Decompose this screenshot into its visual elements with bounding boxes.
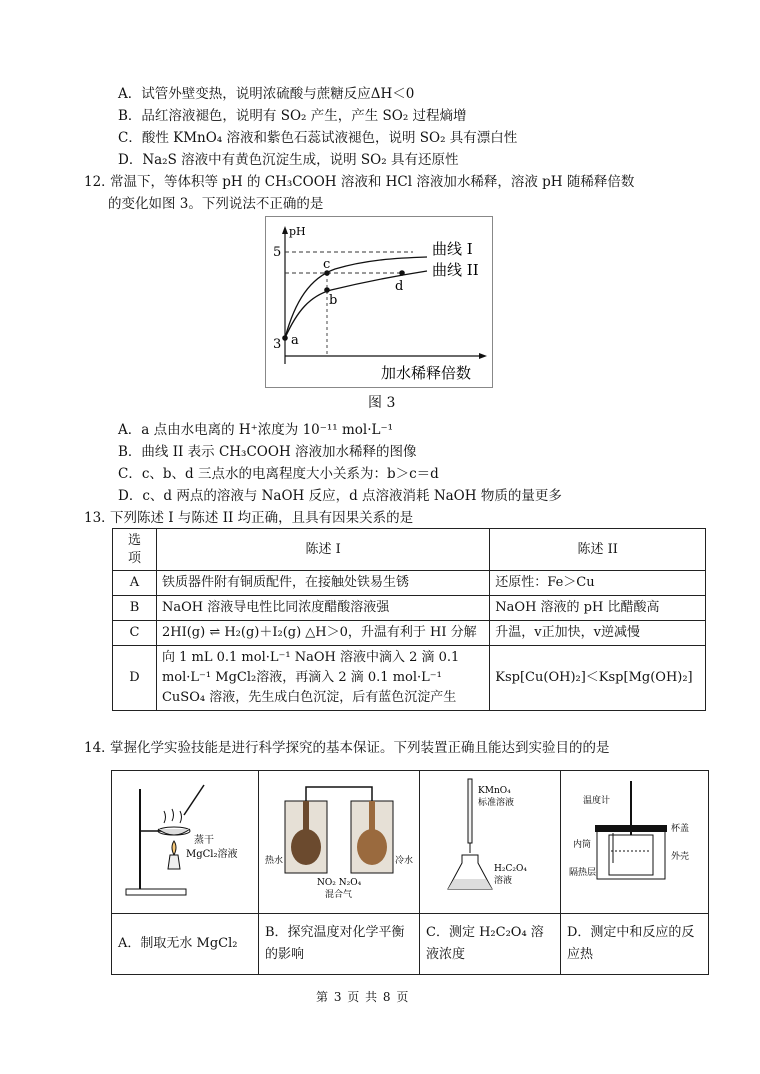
figure-3-chart <box>265 216 493 388</box>
point-a <box>282 335 288 341</box>
q12-stem-line2: 的变化如图 3。下列说法不正确的是 <box>108 196 324 212</box>
fig-d-label-inner: 内筒 <box>573 840 592 850</box>
q13-row-a <box>113 571 706 596</box>
row-b-option: B <box>113 596 157 621</box>
q12-option-d: D．c、d 两点的溶液与 NaOH 反应，d 点溶液消耗 NaOH 物质的量更多 <box>118 488 562 504</box>
point-c-label: c <box>323 257 331 272</box>
q14-table <box>111 770 709 975</box>
q12-number: 12． <box>84 174 115 190</box>
q14-stem: 掌握化学实验技能是进行科学探究的基本保证。下列装置正确且能达到实验目的的是 <box>110 740 610 756</box>
titration-apparatus-figure <box>420 771 560 909</box>
header-statement-2: 陈述 II <box>490 529 706 571</box>
q12-stem-line1: 常温下，等体积等 pH 的 CH₃COOH 溶液和 HCl 溶液加水稀释，溶液 pH 随稀释倍数 <box>110 174 635 190</box>
row-b-statement-1: NaOH 溶液导电性比同浓度醋酸溶液强 <box>156 596 489 621</box>
row-a-option: A <box>113 571 157 596</box>
row-a-statement-1: 铁质器件附有铜质配件，在接触处铁易生锈 <box>156 571 489 596</box>
evaporation-apparatus-figure <box>112 771 258 909</box>
q14-number: 14． <box>84 740 115 756</box>
point-b <box>324 287 330 293</box>
point-d <box>399 270 405 276</box>
point-d-label: d <box>395 279 404 294</box>
fig-a-label-1: 蒸干 <box>194 835 214 846</box>
figure-3-caption: 图 3 <box>368 395 396 411</box>
row-a-statement-2: 还原性：Fe＞Cu <box>490 571 706 596</box>
q12-option-b: B．曲线 II 表示 CH₃COOH 溶液加水稀释的图像 <box>118 444 417 460</box>
q13-row-d <box>113 646 706 711</box>
fig-b-label-hot: 热水 <box>265 856 284 866</box>
q14-option-c: C．测定 H₂C₂O₄ 溶液浓度 <box>420 914 561 975</box>
y-tick-3: 3 <box>273 337 282 352</box>
curve-1-label: 曲线 I <box>432 240 473 258</box>
curve-2-line <box>285 271 427 338</box>
q13-header-row <box>113 529 706 571</box>
fig-c-label-h2c2o4: H₂C₂O₄ <box>494 864 527 874</box>
y-tick-5: 5 <box>273 245 282 260</box>
q11-option-d: D．Na₂S 溶液中有黄色沉淀生成，说明 SO₂ 具有还原性 <box>118 152 459 168</box>
curve-1-line <box>285 257 427 338</box>
q11-option-b: B．品红溶液褪色，说明有 SO₂ 产生，产生 SO₂ 过程熵增 <box>118 108 467 124</box>
figure-b-cell <box>259 771 420 914</box>
point-a-label: a <box>291 333 299 348</box>
x-axis-label: 加水稀释倍数 <box>381 364 472 382</box>
row-c-option: C <box>113 621 157 646</box>
fig-b-label-gas: NO₂ N₂O₄ <box>317 878 362 888</box>
row-d-option: D <box>113 646 157 711</box>
q12-option-c: C．c、b、d 三点水的电离程度大小关系为：b＞c＝d <box>118 466 439 482</box>
point-b-label: b <box>329 293 338 308</box>
q11-option-c: C．酸性 KMnO₄ 溶液和紫色石蕊试液褪色，说明 SO₂ 具有漂白性 <box>118 130 518 146</box>
y-axis-label: pH <box>289 225 306 238</box>
row-c-statement-1: 2HI(g) ⇌ H₂(g)＋I₂(g) △H＞0，升温有利于 HI 分解 <box>156 621 489 646</box>
fig-c-label-kmno4: KMnO₄ <box>478 786 511 796</box>
q13-table <box>112 528 706 711</box>
q14-option-b: B．探究温度对化学平衡的影响 <box>259 914 420 975</box>
equilibrium-apparatus-figure <box>259 771 419 909</box>
row-b-statement-2: NaOH 溶液的 pH 比醋酸高 <box>490 596 706 621</box>
header-option: 选项 <box>113 529 157 571</box>
fig-c-label-std: 标准溶液 <box>478 798 515 808</box>
q13-number: 13． <box>84 510 115 526</box>
fig-a-label-2: MgCl₂溶液 <box>186 849 238 860</box>
q13-row-c <box>113 621 706 646</box>
q13-stem: 下列陈述 I 与陈述 II 均正确，且具有因果关系的是 <box>110 510 414 526</box>
fig-d-label-thermometer: 温度计 <box>583 796 611 806</box>
fig-b-label-cold: 冷水 <box>395 856 414 866</box>
q14-option-d: D．测定中和反应的反应热 <box>561 914 709 975</box>
fig-d-label-lid: 杯盖 <box>671 824 690 834</box>
figure-d-cell <box>561 771 709 914</box>
fig-d-label-shell: 外壳 <box>671 852 690 862</box>
fig-c-label-soln: 溶液 <box>494 876 513 886</box>
q12-option-a: A．a 点由水电离的 H⁺浓度为 10⁻¹¹ mol·L⁻¹ <box>118 422 394 438</box>
fig-d-label-insulation: 隔热层 <box>569 868 597 878</box>
row-d-statement-1: 向 1 mL 0.1 mol·L⁻¹ NaOH 溶液中滴入 2 滴 0.1 mol·L⁻¹ MgCl₂溶液，再滴入 2 滴 0.1 mol·L⁻¹ CuSO₄ 溶液，先生成白色沉淀，后有蓝色沉淀产生 <box>156 646 489 711</box>
page-footer: 第 3 页 共 8 页 <box>316 990 410 1004</box>
row-d-statement-2: Ksp[Cu(OH)₂]＜Ksp[Mg(OH)₂] <box>490 646 706 711</box>
calorimeter-figure <box>561 771 708 909</box>
q14-option-a: A．制取无水 MgCl₂ <box>112 914 259 975</box>
header-statement-1: 陈述 I <box>156 529 489 571</box>
figure-c-cell <box>420 771 561 914</box>
row-c-statement-2: 升温，v正加快，v逆减慢 <box>490 621 706 646</box>
q13-row-b <box>113 596 706 621</box>
q11-option-a: A．试管外壁变热，说明浓硫酸与蔗糖反应ΔH＜0 <box>118 86 415 102</box>
figure-a-cell <box>112 771 259 914</box>
curve-2-label: 曲线 II <box>432 261 479 279</box>
fig-b-label-mix: 混合气 <box>325 890 353 900</box>
